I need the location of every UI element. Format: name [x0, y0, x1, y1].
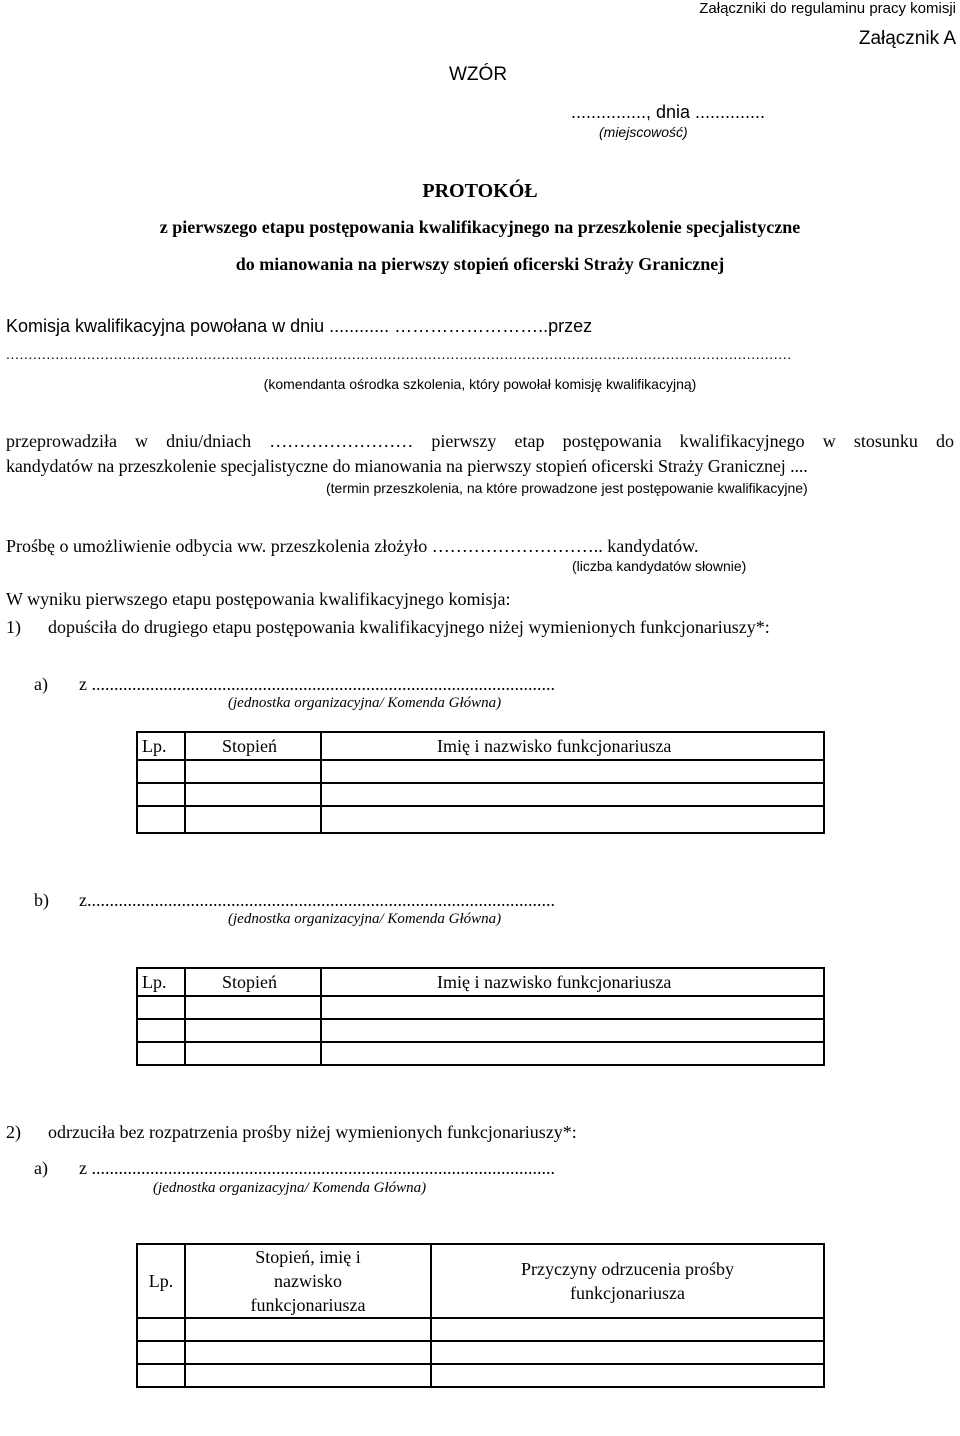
conducted-line2: kandydatów na przeszkolenie specjalistyczne do mianowania na pierwszy stopień oficerski Straży Granicznej ....	[6, 456, 808, 476]
table-cell[interactable]	[185, 1318, 431, 1341]
place-date-line: ..............., dnia ..............	[571, 102, 766, 122]
table-cell[interactable]	[137, 806, 185, 833]
place-caption: (miejscowość)	[599, 124, 688, 140]
table-cell[interactable]	[137, 1019, 185, 1042]
table-cell[interactable]	[321, 760, 824, 783]
section-c-letter: a)	[34, 1158, 48, 1178]
table-header-cell: Stopień, imię i nazwisko funkcjonariusza	[185, 1244, 431, 1318]
table-header-cell: Stopień	[185, 732, 321, 760]
commandant-caption: (komendanta ośrodka szkolenia, który powołał komisję kwalifikacyjną)	[263, 376, 697, 392]
table-cell[interactable]	[185, 806, 321, 833]
result-line: W wyniku pierwszego etapu postępowania kwalifikacyjnego komisja:	[6, 589, 511, 609]
table-header-cell: Imię i nazwisko funkcjonariusza	[321, 968, 824, 996]
table-cell[interactable]	[185, 1019, 321, 1042]
table-row	[137, 760, 824, 783]
point2-text: odrzuciła bez rozpatrzenia prośby niżej wymienionych funkcjonariuszy*:	[48, 1122, 577, 1142]
point2-number: 2)	[6, 1122, 21, 1142]
document-title: PROTOKÓŁ	[422, 180, 538, 202]
point1-number: 1)	[6, 617, 21, 637]
table-cell[interactable]	[321, 806, 824, 833]
table-header-cell: Lp.	[137, 968, 185, 996]
commission-line: Komisja kwalifikacyjna powołana w dniu ............ ……………………..przez	[6, 316, 593, 336]
table-cell[interactable]	[321, 1019, 824, 1042]
table-rejected	[136, 1243, 825, 1388]
section-a-letter: a)	[34, 674, 48, 694]
table-row	[137, 1318, 824, 1341]
table-row	[137, 1042, 824, 1065]
table-cell[interactable]	[431, 1364, 824, 1387]
table-row	[137, 806, 824, 833]
template-label: WZÓR	[449, 64, 508, 85]
table-row	[137, 1019, 824, 1042]
table-cell[interactable]	[431, 1318, 824, 1341]
table-cell[interactable]	[137, 783, 185, 806]
table-cell[interactable]	[137, 1341, 185, 1364]
table-cell[interactable]	[185, 996, 321, 1019]
table-cell[interactable]	[137, 1318, 185, 1341]
count-caption: (liczba kandydatów słownie)	[572, 558, 747, 574]
table-admitted-b	[136, 967, 825, 1066]
table-header-cell: Lp.	[137, 732, 185, 760]
table-cell[interactable]	[137, 996, 185, 1019]
table-row	[137, 783, 824, 806]
table-cell[interactable]	[137, 1364, 185, 1387]
table-header-cell: Stopień	[185, 968, 321, 996]
section-c-unit-caption: (jednostka organizacyjna/ Komenda Główna)	[153, 1180, 427, 1196]
table-header-cell: Imię i nazwisko funkcjonariusza	[321, 732, 824, 760]
point1-text: dopuściła do drugiego etapu postępowania kwalifikacyjnego niżej wymienionych funkcjonariuszy*:	[48, 617, 770, 637]
document-subtitle-line2: do mianowania na pierwszy stopień oficerski Straży Granicznej	[235, 254, 725, 274]
attachment-label: Załącznik A	[858, 28, 956, 49]
section-a-unit-caption: (jednostka organizacyjna/ Komenda Główna)	[228, 695, 502, 711]
table-cell[interactable]	[185, 783, 321, 806]
table-row	[137, 1341, 824, 1364]
table-cell[interactable]	[185, 1042, 321, 1065]
dotted-line: ...............................................................................................................................................................................	[6, 346, 792, 362]
table-cell[interactable]	[185, 1364, 431, 1387]
table-row	[137, 1364, 824, 1387]
table-row	[137, 996, 824, 1019]
document-subtitle-line1: z pierwszego etapu postępowania kwalifikacyjnego na przeszkolenie specjalistyczne	[159, 217, 801, 237]
conducted-line1: przeprowadziła w dniu/dniach …………………… pierwszy etap postępowania kwalifikacyjnego w stosunku do	[6, 431, 954, 451]
section-c-unit-line: z .......................................................................................................	[79, 1158, 555, 1178]
attachments-title: Załączniki do regulaminu pracy komisji	[699, 0, 956, 17]
section-a-unit-line: z .......................................................................................................	[79, 674, 555, 694]
table-cell[interactable]	[321, 783, 824, 806]
table-header-cell: Przyczyny odrzucenia prośby funkcjonariusza	[431, 1244, 824, 1318]
table-cell[interactable]	[185, 760, 321, 783]
section-b-unit-line: z........................................................................................................	[79, 890, 555, 910]
table-cell[interactable]	[321, 1042, 824, 1065]
table-header-cell: Lp.	[137, 1244, 185, 1318]
table-cell[interactable]	[431, 1341, 824, 1364]
section-b-unit-caption: (jednostka organizacyjna/ Komenda Główna)	[228, 911, 502, 927]
request-line: Prośbę o umożliwienie odbycia ww. przeszkolenia złożyło ……………………….. kandydatów.	[6, 536, 699, 556]
section-b-letter: b)	[34, 890, 49, 910]
table-cell[interactable]	[321, 996, 824, 1019]
table-admitted-a	[136, 731, 825, 834]
table-cell[interactable]	[137, 1042, 185, 1065]
table-cell[interactable]	[185, 1341, 431, 1364]
table-cell[interactable]	[137, 760, 185, 783]
term-caption: (termin przeszkolenia, na które prowadzone jest postępowanie kwalifikacyjne)	[326, 480, 808, 496]
